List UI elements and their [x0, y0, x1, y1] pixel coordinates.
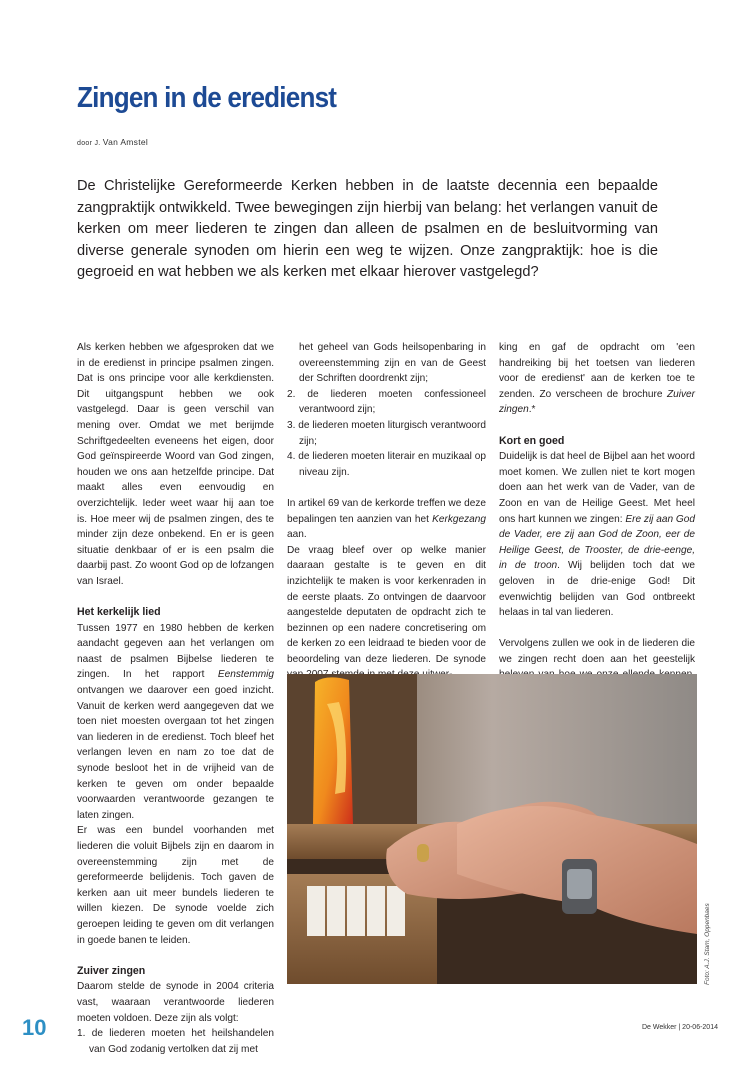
- text-run: In artikel 69 van de kerkorde treffen we deze bepalingen ten aanzien van het: [287, 497, 487, 525]
- byline: [77, 137, 148, 147]
- subheading-kort-en-goed: Kort en goed: [499, 434, 565, 447]
- text-run: king en gaf de opdracht om 'een handreiking bij het toetsen van liederen voor de eredienst' aan de kerken toe te zenden. Zo verscheen de brochure: [499, 342, 695, 400]
- photo-credit: Foto: A.J. Stam, Oppenbaes: [704, 903, 711, 985]
- hymn-quote: Ere zij aan God de Vader, ere zij aan God de Zoon, eer de Heilige Geest, de Trooster, de drie-eenge, in de troon: [499, 513, 695, 572]
- criteria-list: [77, 1026, 274, 1057]
- col2-paragraph-2: De vraag bleef over op welke manier daaraan gestalte is te geven en dit inzichtelijk te maken is voor kerkenraden in de eerste plaats. Zo ontvingen de daarvoor aangestelde deputaten de opdracht zich te bezinnen op een nadere concretisering om de kerken zo een leidraad te bieden voor de beoordeling van deze liederen. De synode: [287, 544, 486, 665]
- byline-prefix: door J.: [77, 140, 103, 147]
- subheading-kerkelijk-lied: Het kerkelijk lied: [77, 606, 161, 619]
- subheading-zuiver-zingen: Zuiver zingen: [77, 964, 146, 977]
- criteria-item-2: 2. de liederen moeten confessioneel verantwoord zijn;: [287, 388, 486, 416]
- col1-paragraph-3: Er was een bundel voorhanden met liederen die voluit Bijbels zijn en daarom in overeenstemming zijn met de gereformeerde belijdenis. Toch gaven de kerken aan uit meer bundels liederen te willen kiezen. De synode voelde zich geroepen leiding te geven om dit verlangen in goede banen te leiden.: [77, 825, 274, 946]
- report-title: Eenstemmig: [217, 669, 274, 681]
- publication-info: De Wekker | 20-06-2014: [641, 1024, 718, 1031]
- kerkgezang-term: Kerkgezang: [432, 513, 486, 525]
- brochure-title: Zuiver zingen: [499, 388, 695, 416]
- page-number: 10: [22, 1015, 47, 1040]
- criteria-item-1-continued: het geheel van Gods heilsopenbaring in overeenstemming zijn en van de Geest der Schriften doordrenkt zijn;: [299, 342, 486, 385]
- intro-paragraph: De Christelijke Gereformeerde Kerken hebben in de laatste decennia een bepaalde zangpraktijk ontwikkeld. Twee bewegingen zijn hierbij van belang: het verlangen vanuit de kerken om meer liederen te zingen dan alleen de psalmen en de besluitvorming van diverse generale synoden om hierin een weg te wijzen. Onze zangpraktijk: hoe is die gegroeid en wat hebben we als kerken met elkaar hierover vastgelegd?: [77, 178, 658, 280]
- criteria-item-1: 1. de liederen moeten het heilshandelen van God zodanig vertolken dat zij met: [77, 1028, 274, 1055]
- text-run: . Wij belijden toch dat we geloven in de drie-enige God! Dit evenwichtig belijden van God ontbreekt helaas in tal van liederen.: [499, 560, 695, 619]
- text-run: .*: [528, 404, 536, 416]
- column-3: [499, 340, 695, 699]
- article-title: Zingen in de eredienst: [77, 82, 337, 114]
- text-run: Tussen 1977 en 1980 hebben de kerken aandacht gegeven aan het verlangen om naast de psalmen Bijbelse liederen te zingen. In het rapport: [77, 622, 274, 681]
- text-run: aan.: [287, 529, 307, 541]
- text-run: ontvangen we daarover een goed inzicht. Vanuit de kerken werd aangegeven dat we toen niet moesten overgaan tot het zingen van liederen in de eredienst. Toch bleef het verlangen leven en nam zo toe dat de synode besloot het in de vrijheid van de kerken te geven om onder bepaalde voorwaarden verantwoorde gezangen te laten zingen.: [77, 685, 274, 821]
- criteria-item-3: 3. de liederen moeten liturgisch verantwoord zijn;: [287, 419, 486, 447]
- column-1: [77, 340, 274, 1057]
- column-2: [287, 340, 486, 683]
- col3-paragraph-2: [499, 449, 695, 621]
- col3-paragraph-1: [499, 340, 695, 418]
- text-run: Duidelijk is dat heel de Bijbel aan het woord moet komen. We zullen niet te kort mogen doen aan het werk van de Vader, van de Zoon en van de Heilige Geest. Met heel ons hart kunnen we zingen:: [499, 451, 695, 525]
- criteria-item-4: 4. de liederen moeten literair en muzikaal op niveau zijn.: [287, 451, 486, 478]
- col1-paragraph-1: Als kerken hebben we afgesproken dat we in de eredienst in principe psalmen zingen. Dat is ons principe voor alle kerkdiensten. Dit uitgangspunt hebben we ook vastgelegd. Daar is geen verschil van mening over. Omdat we met berijmde Schriftgedeelten eveneens het eigen, door God geïnspireerde Woord van God zingen, houden we ons aan hetzelfde principe. Dat maakt alles even eenvoudig en overzichtelijk. Ieder weet waar hij aan toe is. Hoe meer wij de psalmen zingen, des te minder zijn deze onbekend. En er is geen situatie denkbaar of er is een psalm die daarbij past. Zo woont God op de lofzangen van Israel.: [77, 342, 274, 587]
- col1-paragraph-4: Daarom stelde de synode in 2004 criteria vast, waaraan verantwoorde liederen moeten voldoen. Deze zijn als volgt:: [77, 981, 274, 1024]
- criteria-list-continued: [287, 340, 486, 480]
- organ-photo-illustration: [287, 674, 697, 984]
- col1-paragraph-2: [77, 621, 274, 824]
- col2-paragraph-1: [287, 496, 486, 543]
- photo-hands-on-organ: [287, 674, 697, 984]
- byline-author: Van Amstel: [102, 137, 149, 147]
- col3-paragraph-3: Vervolgens zullen we ook in de liederen die we zingen recht doen aan het geestelijk: [499, 638, 695, 665]
